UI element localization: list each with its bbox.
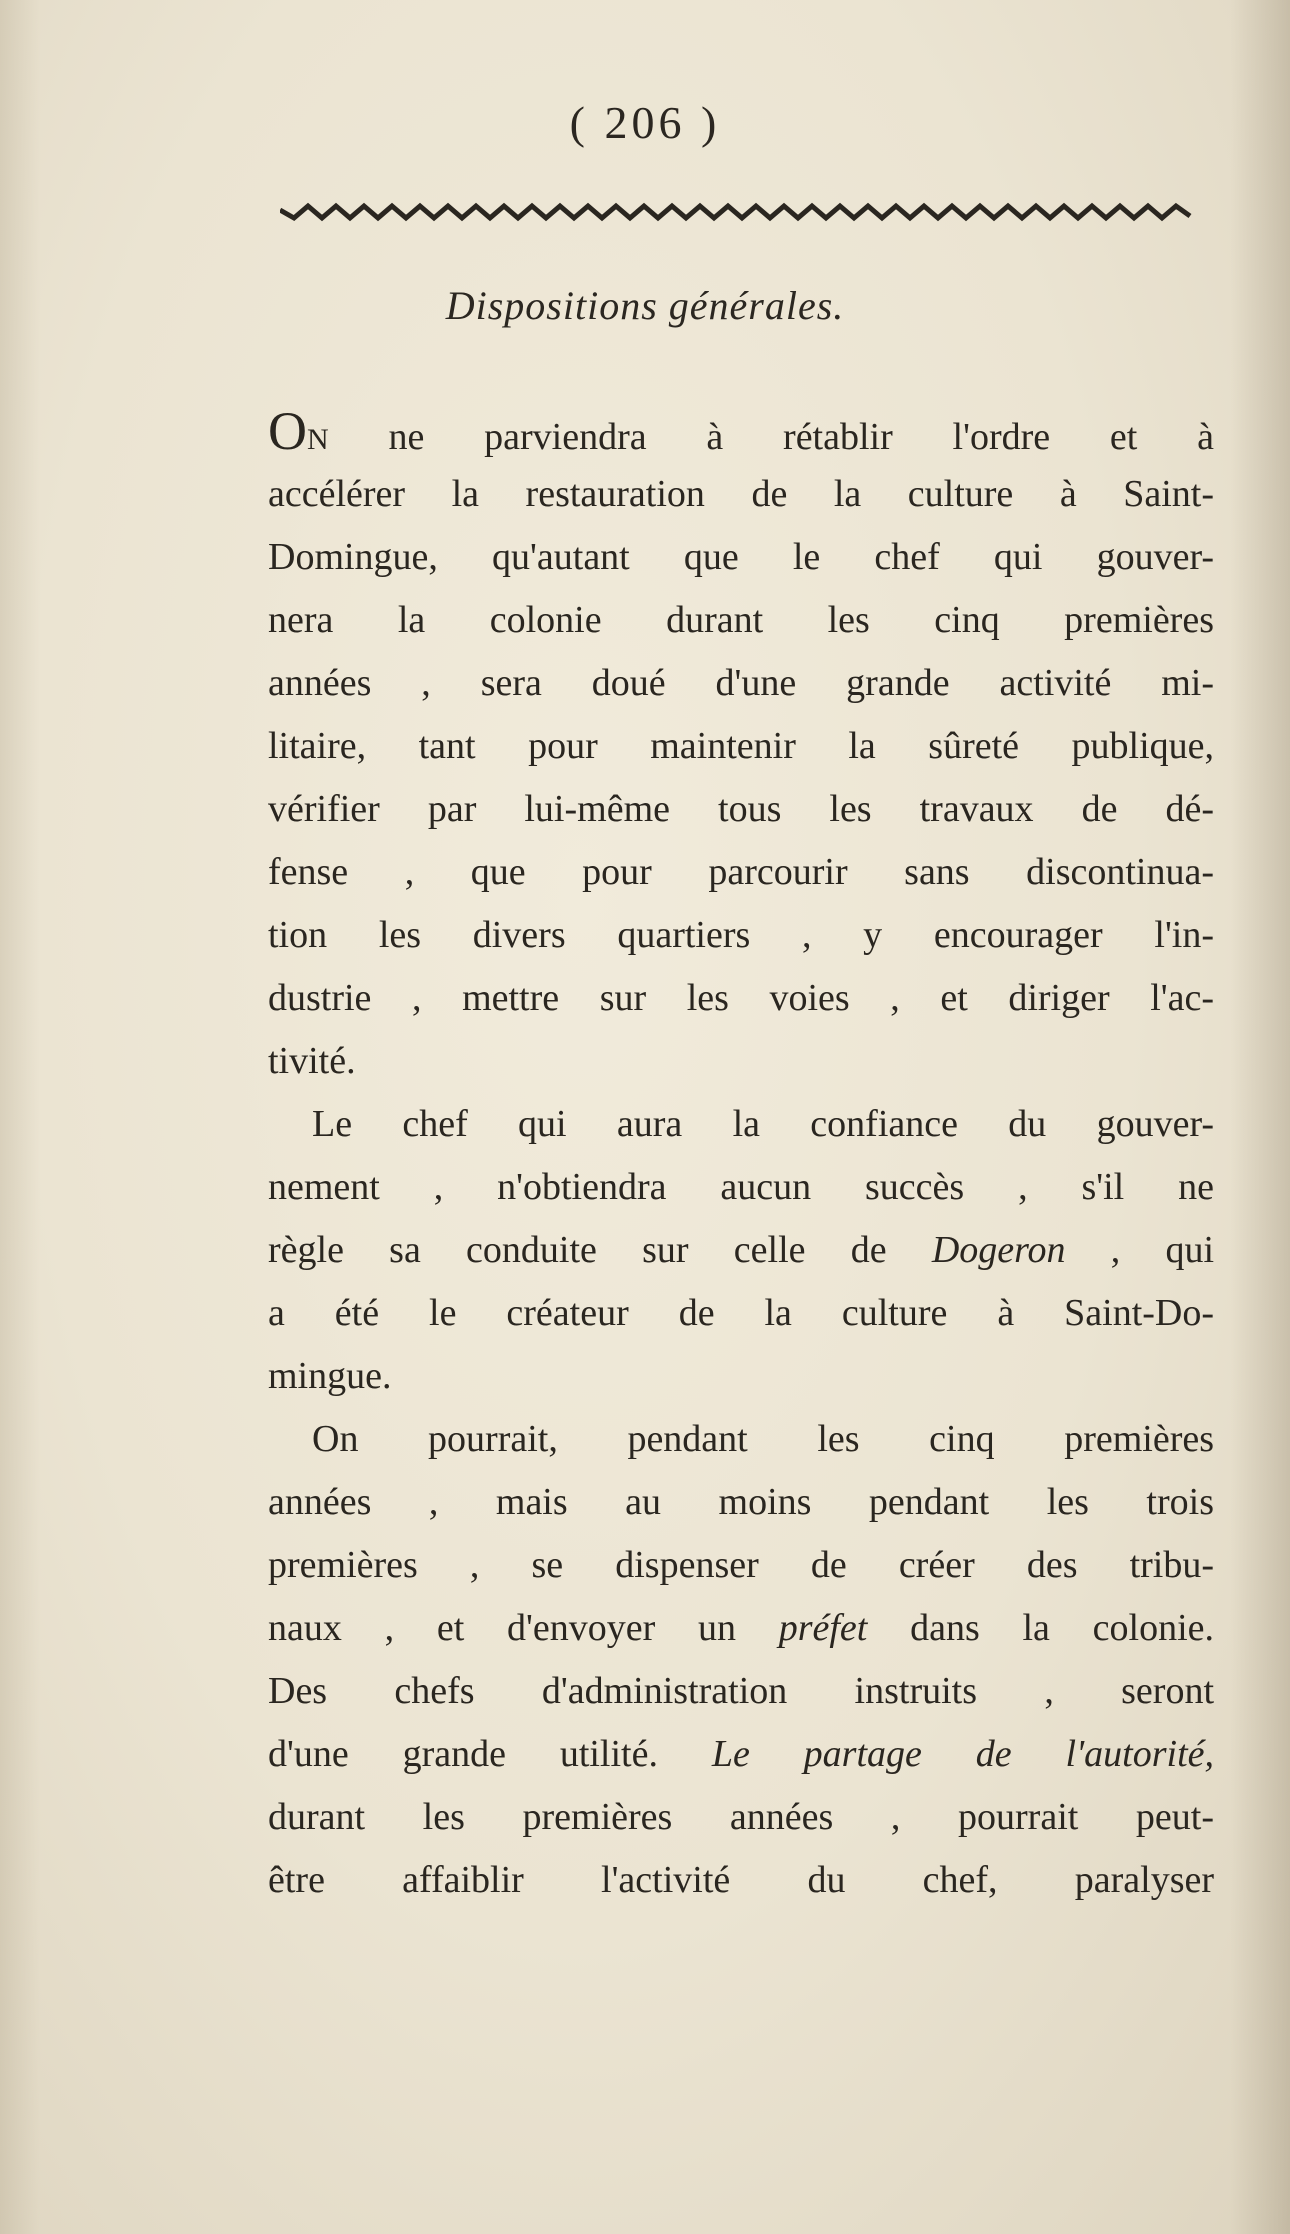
line-text: ne parviendra à rétablir l'ordre et à bbox=[328, 416, 1214, 458]
italic-name: Dogeron bbox=[931, 1229, 1066, 1271]
text-line bbox=[268, 1723, 1214, 1786]
text-line: premières , se dispenser de créer des tribu- bbox=[268, 1544, 1214, 1586]
text-line: être affaiblir l'activité du chef, paralyser bbox=[268, 1859, 1214, 1901]
line-text: , qui bbox=[1065, 1229, 1215, 1271]
italic-term: préfet bbox=[778, 1607, 868, 1649]
text-line: a été le créateur de la culture à Saint-Do- bbox=[268, 1292, 1214, 1334]
text-line: nement , n'obtiendra aucun succès , s'il ne bbox=[268, 1166, 1214, 1208]
text-line: années , sera doué d'une grande activité mi- bbox=[268, 662, 1214, 704]
text-line: dustrie , mettre sur les voies , et diriger l'ac- bbox=[268, 977, 1214, 1019]
line-text: dans la colonie. bbox=[867, 1607, 1214, 1649]
italic-phrase: Le partage de l'autorité, bbox=[711, 1733, 1214, 1775]
body-text bbox=[268, 400, 1214, 1912]
text-line: vérifier par lui-même tous les travaux de dé- bbox=[268, 788, 1214, 830]
text-line bbox=[268, 400, 1214, 463]
page-number: ( 206 ) bbox=[569, 97, 721, 148]
text-line: Des chefs d'administration instruits , seront bbox=[268, 1670, 1214, 1712]
section-heading: Dispositions générales. bbox=[445, 283, 845, 328]
ornamental-rule bbox=[280, 196, 1192, 226]
text-line: On pourrait, pendant les cinq premières bbox=[312, 1418, 1214, 1460]
line-text: d'une grande utilité. bbox=[268, 1733, 712, 1775]
small-cap: N bbox=[307, 423, 329, 456]
text-line: Domingue, qu'autant que le chef qui gouver- bbox=[268, 536, 1214, 578]
text-line bbox=[268, 1219, 1214, 1282]
drop-cap: O bbox=[268, 401, 307, 461]
text-line: Le chef qui aura la confiance du gouver- bbox=[312, 1103, 1214, 1145]
page-gutter-shade bbox=[0, 0, 40, 2234]
line-text: règle sa conduite sur celle de bbox=[268, 1229, 932, 1271]
text-line: tivité. bbox=[268, 1040, 356, 1082]
line-text: naux , et d'envoyer un bbox=[268, 1607, 779, 1649]
text-line: fense , que pour parcourir sans discontinua- bbox=[268, 851, 1214, 893]
text-line: litaire, tant pour maintenir la sûreté publique, bbox=[268, 725, 1214, 767]
text-line: nera la colonie durant les cinq premières bbox=[268, 599, 1214, 641]
text-line: tion les divers quartiers , y encourager l'in- bbox=[268, 914, 1214, 956]
text-line: années , mais au moins pendant les trois bbox=[268, 1481, 1214, 1523]
text-line: accélérer la restauration de la culture à Saint- bbox=[268, 473, 1214, 515]
text-line: mingue. bbox=[268, 1355, 392, 1397]
page-edge-shadow bbox=[1230, 0, 1290, 2234]
text-line bbox=[268, 1597, 1214, 1660]
text-line: durant les premières années , pourrait peut- bbox=[268, 1796, 1214, 1838]
